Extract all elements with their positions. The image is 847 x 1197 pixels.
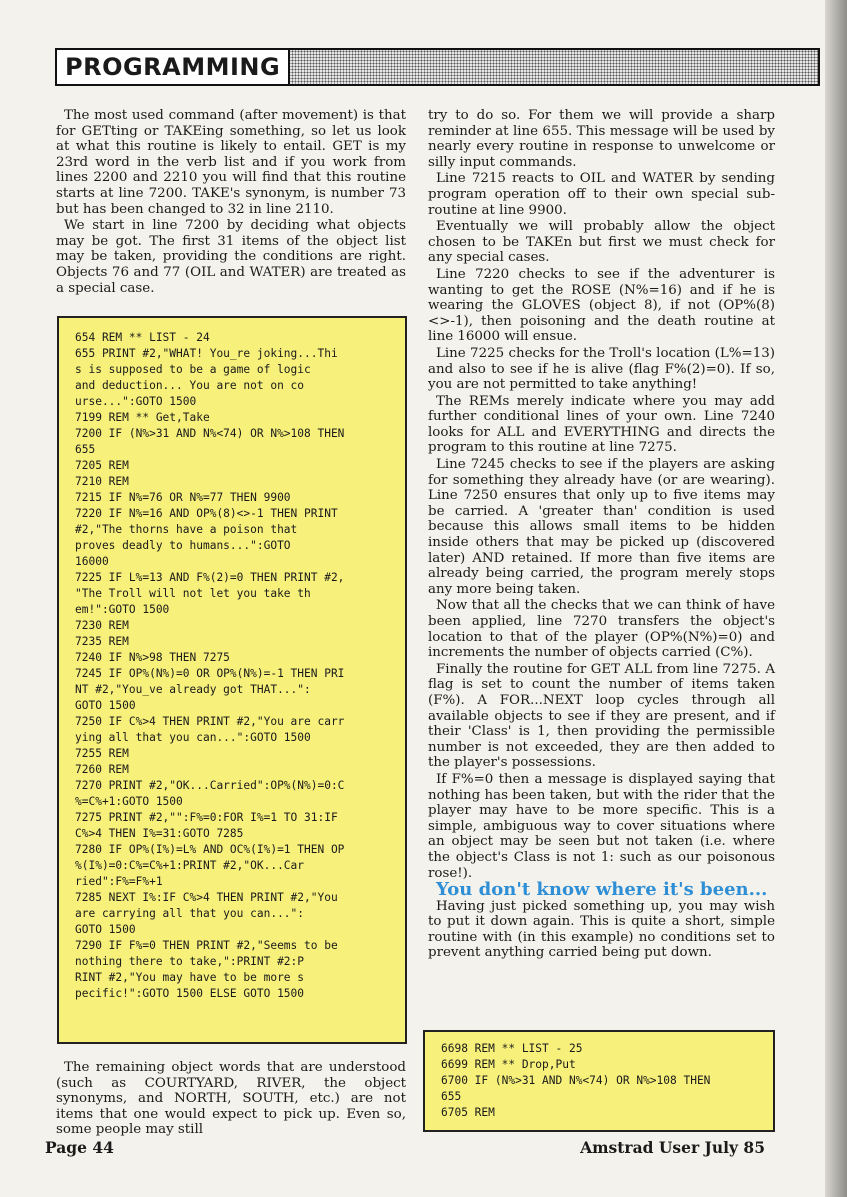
code-line: GOTO 1500 [75,923,136,936]
code-line: 7225 IF L%=13 AND F%(2)=0 THEN PRINT #2, [75,571,345,584]
paragraph: The remaining object words that are understood (such as COURTYARD, RIVER, the object synonyms, and NORTH, SOUTH, etc.) are not items that one would expect to pick up. Even so, some people may still [56,1060,406,1138]
code-line: proves deadly to humans...":GOTO [75,539,291,552]
code-line: 655 PRINT #2,"WHAT! You_re joking...Thi [75,347,338,360]
code-line: 654 REM ** LIST - 24 [75,331,210,344]
code-line: 7200 IF (N%>31 AND N%<74) OR N%>108 THEN [75,427,345,440]
paragraph: Line 7225 checks for the Troll's location (L%=13) and also to see if he is alive (flag F%(2)=0). If so, you are not permitted to take anything! [428,345,775,393]
code-line: RINT #2,"You may have to be more s [75,971,305,984]
code-line: 7220 IF N%=16 AND OP%(8)<>-1 THEN PRINT [75,507,338,520]
code-line: ying all that you can...":GOTO 1500 [75,731,311,744]
code-line: "The Troll will not let you take th [75,587,311,600]
page-spine [825,0,847,1197]
paragraph: Now that all the checks that we can think of have been applied, line 7270 transfers the object's location to that of the player (OP%(N%)=0) and increments the number of objects carried (C%). [428,598,775,661]
code-line: ried":F%=F%+1 [75,875,163,888]
code-line: 655 [441,1090,462,1103]
paragraph: The most used command (after movement) is that for GETting or TAKEing something, so let us look at what this routine is likely to entail. GET is my 23rd word in the verb list and if you work from lines 2200 and 2210 you will find that this routine starts at line 7200. TAKE's synonym, is number 73 but has been changed to 32 in line 2110. [56,108,406,217]
code-line: NT #2,"You_ve already got THAT...": [75,683,311,696]
paragraph: Line 7245 checks to see if the players are asking for something they already have (or are wearing). Line 7250 ensures that only up to five items may be carried. A 'greater than' condition is used because this allows small items to be hidden inside others that may be picked up (discovered later) AND retained. If more than five items are already being carried, the program merely stops any more being taken. [428,457,775,597]
code-line: 7205 REM [75,459,129,472]
code-line: 7260 REM [75,763,129,776]
paragraph: Eventually we will probably allow the object chosen to be TAKEn but first we must check for any special cases. [428,219,775,266]
paragraph: try to do so. For them we will provide a sharp reminder at line 655. This message will be used by nearly every routine in response to unwelcome or silly input commands. [428,108,775,170]
section-header [55,48,820,86]
code-line: 7250 IF C%>4 THEN PRINT #2,"You are carr [75,715,345,728]
code-line: 6700 IF (N%>31 AND N%<74) OR N%>108 THEN [441,1074,711,1087]
paragraph: Finally the routine for GET ALL from line 7275. A flag is set to count the number of items taken (F%). A FOR...NEXT loop cycles through all available objects to see if they are present, and if their 'Class' is 1, then providing the permissible number is not exceeded, they are then added to the player's possessions. [428,661,775,771]
paragraph: If F%=0 then a message is displayed saying that nothing has been taken, but with the rider that the player may have to be more specific. This is a simple, ambiguous way to cover situations where an object may be seen but not taken (i.e. where the object's Class is not 1: such as our poisonous rose!). [428,771,775,881]
magazine-issue: Amstrad User July 85 [580,1138,765,1157]
paragraph: Line 7215 reacts to OIL and WATER by sending program operation off to their own special sub-routine at line 9900. [428,171,775,218]
code-line: and deduction... You are not on co [75,379,305,392]
code-line: s is supposed to be a game of logic [75,363,311,376]
code-line: 7270 PRINT #2,"OK...Carried":OP%(N%)=0:C [75,779,345,792]
code-line: 7235 REM [75,635,129,648]
right-column [428,108,775,962]
code-line: 16000 [75,555,109,568]
code-line: urse...":GOTO 1500 [75,395,197,408]
paragraph: The REMs merely indicate where you may add further conditional lines of your own. Line 7240 looks for ALL and EVERYTHING and directs the program to this routine at line 7275. [428,393,775,456]
code-line: 7199 REM ** Get,Take [75,411,210,424]
code-line: C%>4 THEN I%=31:GOTO 7285 [75,827,244,840]
code-line: 655 [75,443,96,456]
code-line: 7290 IF F%=0 THEN PRINT #2,"Seems to be [75,939,338,952]
code-listing-25 [423,1030,775,1132]
code-line: #2,"The thorns have a poison that [75,523,298,536]
code-line: are carrying all that you can...": [75,907,305,920]
left-column [56,108,406,297]
code-line: 7210 REM [75,475,129,488]
section-title: PROGRAMMING [57,50,290,84]
paragraph: Line 7220 checks to see if the adventurer is wanting to get the ROSE (N%=16) and if he is wearing the GLOVES (object 8), if not (OP%(8)<>-1), then poisoning and the death routine at line 16000 will ensue. [428,266,775,345]
code-line: 7280 IF OP%(I%)=L% AND OC%(I%)=1 THEN OP [75,843,345,856]
code-line: 6698 REM ** LIST - 25 [441,1042,583,1055]
code-line: 7285 NEXT I%:IF C%>4 THEN PRINT #2,"You [75,891,338,904]
paragraph: We start in line 7200 by deciding what objects may be got. The first 31 items of the object list may be taken, providing the conditions are right. Objects 76 and 77 (OIL and WATER) are treated as a special case. [56,218,406,296]
code-line: 7240 IF N%>98 THEN 7275 [75,651,230,664]
left-column-bottom [56,1060,406,1138]
code-line: nothing there to take,":PRINT #2:P [75,955,305,968]
page-number: Page 44 [45,1138,114,1157]
code-line: 6705 REM [441,1106,495,1119]
code-line: 7275 PRINT #2,"":F%=0:FOR I%=1 TO 31:IF [75,811,338,824]
code-line: GOTO 1500 [75,699,136,712]
code-line: %(I%)=0:C%=C%+1:PRINT #2,"OK...Car [75,859,305,872]
code-line: 6699 REM ** Drop,Put [441,1058,576,1071]
code-line: 7255 REM [75,747,129,760]
subheading: You don't know where it's been... [436,879,768,901]
code-listing-24 [57,316,407,1044]
paragraph: Having just picked something up, you may wish to put it down again. This is quite a short, simple routine with (in this example) no conditions set to prevent anything carried being put down. [428,898,775,961]
code-line: 7230 REM [75,619,129,632]
code-line: %=C%+1:GOTO 1500 [75,795,183,808]
code-line: em!":GOTO 1500 [75,603,170,616]
code-line: pecific!":GOTO 1500 ELSE GOTO 1500 [75,987,305,1000]
code-line: 7245 IF OP%(N%)=0 OR OP%(N%)=-1 THEN PRI [75,667,345,680]
code-line: 7215 IF N%=76 OR N%=77 THEN 9900 [75,491,291,504]
